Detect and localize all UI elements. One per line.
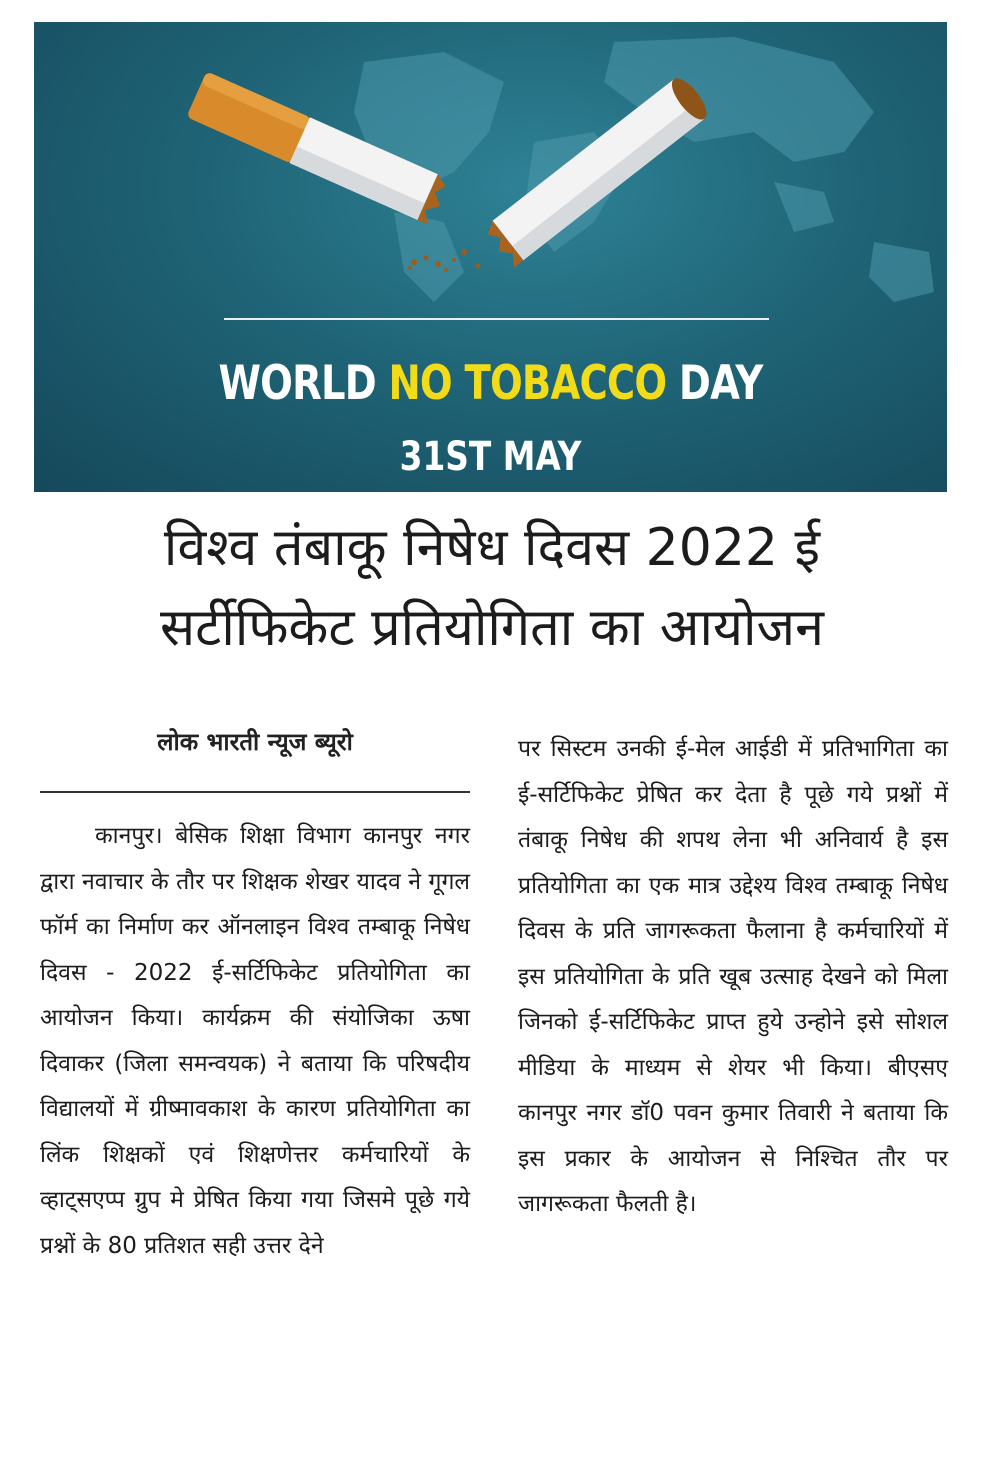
banner-title-highlight: NO TOBACCO: [388, 356, 667, 411]
banner-title: [116, 356, 865, 411]
broken-cigarette-illustration: [34, 22, 947, 492]
cigarette-right: [482, 73, 713, 269]
headline-line-2: सर्टीफिकेट प्रतियोगिता का आयोजन: [160, 598, 824, 658]
banner-date: 31ST MAY: [399, 434, 582, 480]
byline: लोक भारती न्यूज ब्यूरो: [157, 728, 353, 756]
headline-line-1: विश्व तंबाकू निषेध दिवस 2022 ई: [163, 518, 821, 578]
banner-image: [34, 22, 947, 492]
article-column-left: कानपुर। बेसिक शिक्षा विभाग कानपुर नगर द्वारा नवाचार के तौर पर शिक्षक शेखर यादव ने गूगल फॉर्म का निर्माण कर ऑनलाइन विश्व तम्बाकू निषेध दिवस - 2022 ई-सर्टिफिकेट प्रतियोगिता का आयोजन किया। कार्यक्रम की संयोजिका ऊषा दिवाकर (जिला समन्वयक) ने बताया कि परिषदीय विद्यालयों में ग्रीष्मावकाश के कारण प्रतियोगिता का लिंक शिक्षकों एवं शिक्षणेत्तर कर्मचारियों के व्हाट्सएप्प ग्रुप मे प्रेषित किया गया जिसमे पूछे गये प्रश्नों के 80 प्रतिशत सही उत्तर देने: [40, 823, 470, 1259]
byline-divider: [40, 791, 470, 793]
article-headline: [34, 508, 950, 668]
article-column-right: पर सिस्टम उनकी ई-मेल आईडी में प्रतिभागिता का ई-सर्टिफिकेट प्रेषित कर देता है पूछे गये प्रश्नों में तंबाकू निषेध की शपथ लेना भी अनिवार्य है इस प्रतियोगिता का एक मात्र उद्देश्य विश्व तम्बाकू निषेध दिवस के प्रति जागरूकता फैलाना है कर्मचारियों में इस प्रतियोगिता के प्रति खूब उत्साह देखने को मिला जिनको ई-सर्टिफिकेट प्राप्त हुये उन्होने इसे सोशल मीडिया के माध्यम से शेयर भी किया। बीएसए कानपुर नगर डॉ0 पवन कुमार तिवारी ने बताया कि इस प्रकार के आयोजन से निश्चित तौर पर जागरूकता फैलती है।: [518, 736, 948, 1217]
banner-divider-top: [224, 318, 769, 320]
world-map-shape: [354, 37, 934, 302]
banner-title-part3: DAY: [666, 356, 763, 411]
banner-title-part1: WORLD: [218, 356, 389, 411]
